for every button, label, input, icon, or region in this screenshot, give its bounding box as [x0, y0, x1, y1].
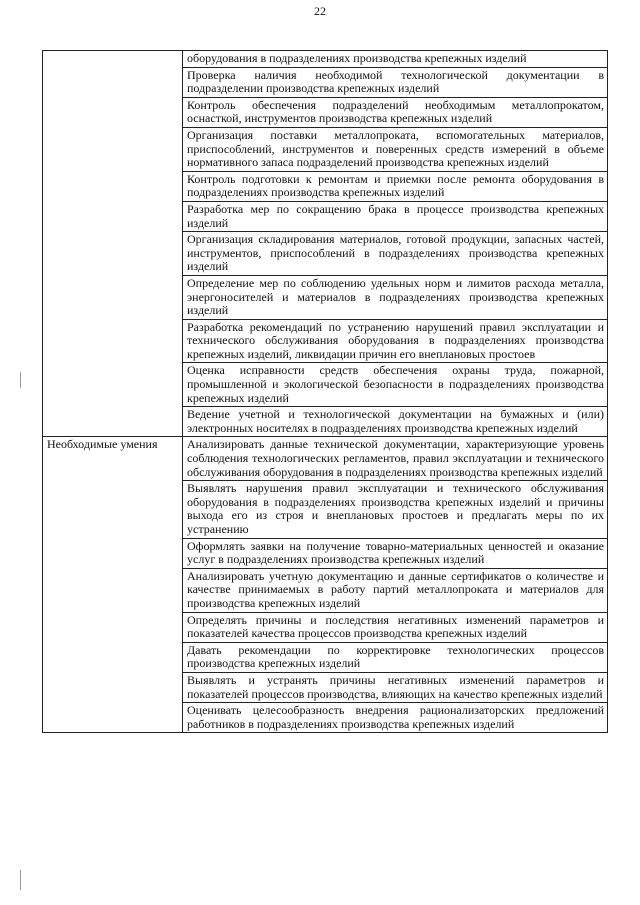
list-item: Разработка мер по сокращению брака в процессе производства крепежных изделий	[183, 201, 608, 231]
list-item: Анализировать данные технической документации, характеризующие уровень соблюдения технологических регламентов, правил эксплуатации и технического обслуживания оборудования в подразделениях производства крепежных изделий	[183, 437, 608, 481]
list-item: Разработка рекомендаций по устранению нарушений правил эксплуатации и технического обслуживания оборудования в подразделениях производства крепежных изделий, ликвидации причин его внеплановых простоев	[183, 319, 608, 363]
competency-table-body	[43, 51, 608, 733]
table-row	[43, 51, 608, 68]
table-row	[43, 437, 608, 481]
page-number: 22	[314, 4, 326, 18]
list-item: Контроль подготовки к ремонтам и приемки после ремонта оборудования в подразделениях производства крепежных изделий	[183, 171, 608, 201]
list-item: Организация складирования материалов, готовой продукции, запасных частей, инструментов, приспособлений в подразделениях производства крепежных изделий	[183, 232, 608, 276]
list-item: Оценка исправности средств обеспечения охраны труда, пожарной, промышленной и экологической безопасности в подразделениях производства крепежных изделий	[183, 363, 608, 407]
list-item: Проверка наличия необходимой технологической документации в подразделении производства крепежных изделий	[183, 67, 608, 97]
section-label	[43, 51, 183, 437]
list-item: Оценивать целесообразность внедрения рационализаторских предложений работников в подразделениях производства крепежных изделий	[183, 703, 608, 733]
list-item: Давать рекомендации по корректировке технологических процессов производства крепежных изделий	[183, 642, 608, 672]
list-item: Определять причины и последствия негативных изменений параметров и показателей качества процессов производства крепежных изделий	[183, 612, 608, 642]
list-item: Определение мер по соблюдению удельных норм и лимитов расхода металла, энергоносителей и материалов в подразделениях производства крепежных изделий	[183, 275, 608, 319]
list-item: Ведение учетной и технологической документации на бумажных и (или) электронных носителях в подразделениях производства крепежных изделий	[183, 407, 608, 437]
list-item: оборудования в подразделениях производства крепежных изделий	[183, 51, 608, 68]
list-item: Организация поставки металлопроката, вспомогательных материалов, приспособлений, инструментов и поверенных средств измерений в объеме нормативного запаса подразделений производства крепежных изделий	[183, 127, 608, 171]
list-item: Выявлять нарушения правил эксплуатации и технического обслуживания оборудования в подразделениях производства крепежных изделий и причины выхода его из строя и внеплановых простоев и предлагать меры по их устранению	[183, 481, 608, 538]
scan-mark	[20, 372, 21, 388]
list-item: Контроль обеспечения подразделений необходимым металлопрокатом, оснасткой, инструментов производства крепежных изделий	[183, 97, 608, 127]
list-item: Оформлять заявки на получение товарно-материальных ценностей и оказание услуг в подразделениях производства крепежных изделий	[183, 538, 608, 568]
list-item: Выявлять и устранять причины негативных изменений параметров и показателей процессов производства, влияющих на качество крепежных изделий	[183, 672, 608, 702]
competency-table	[42, 50, 608, 733]
list-item: Анализировать учетную документацию и данные сертификатов о количестве и качестве принимаемых в работу партий металлопроката и материалов для производства крепежных изделий	[183, 568, 608, 612]
section-label: Необходимые умения	[43, 437, 183, 733]
scan-mark	[20, 870, 21, 890]
